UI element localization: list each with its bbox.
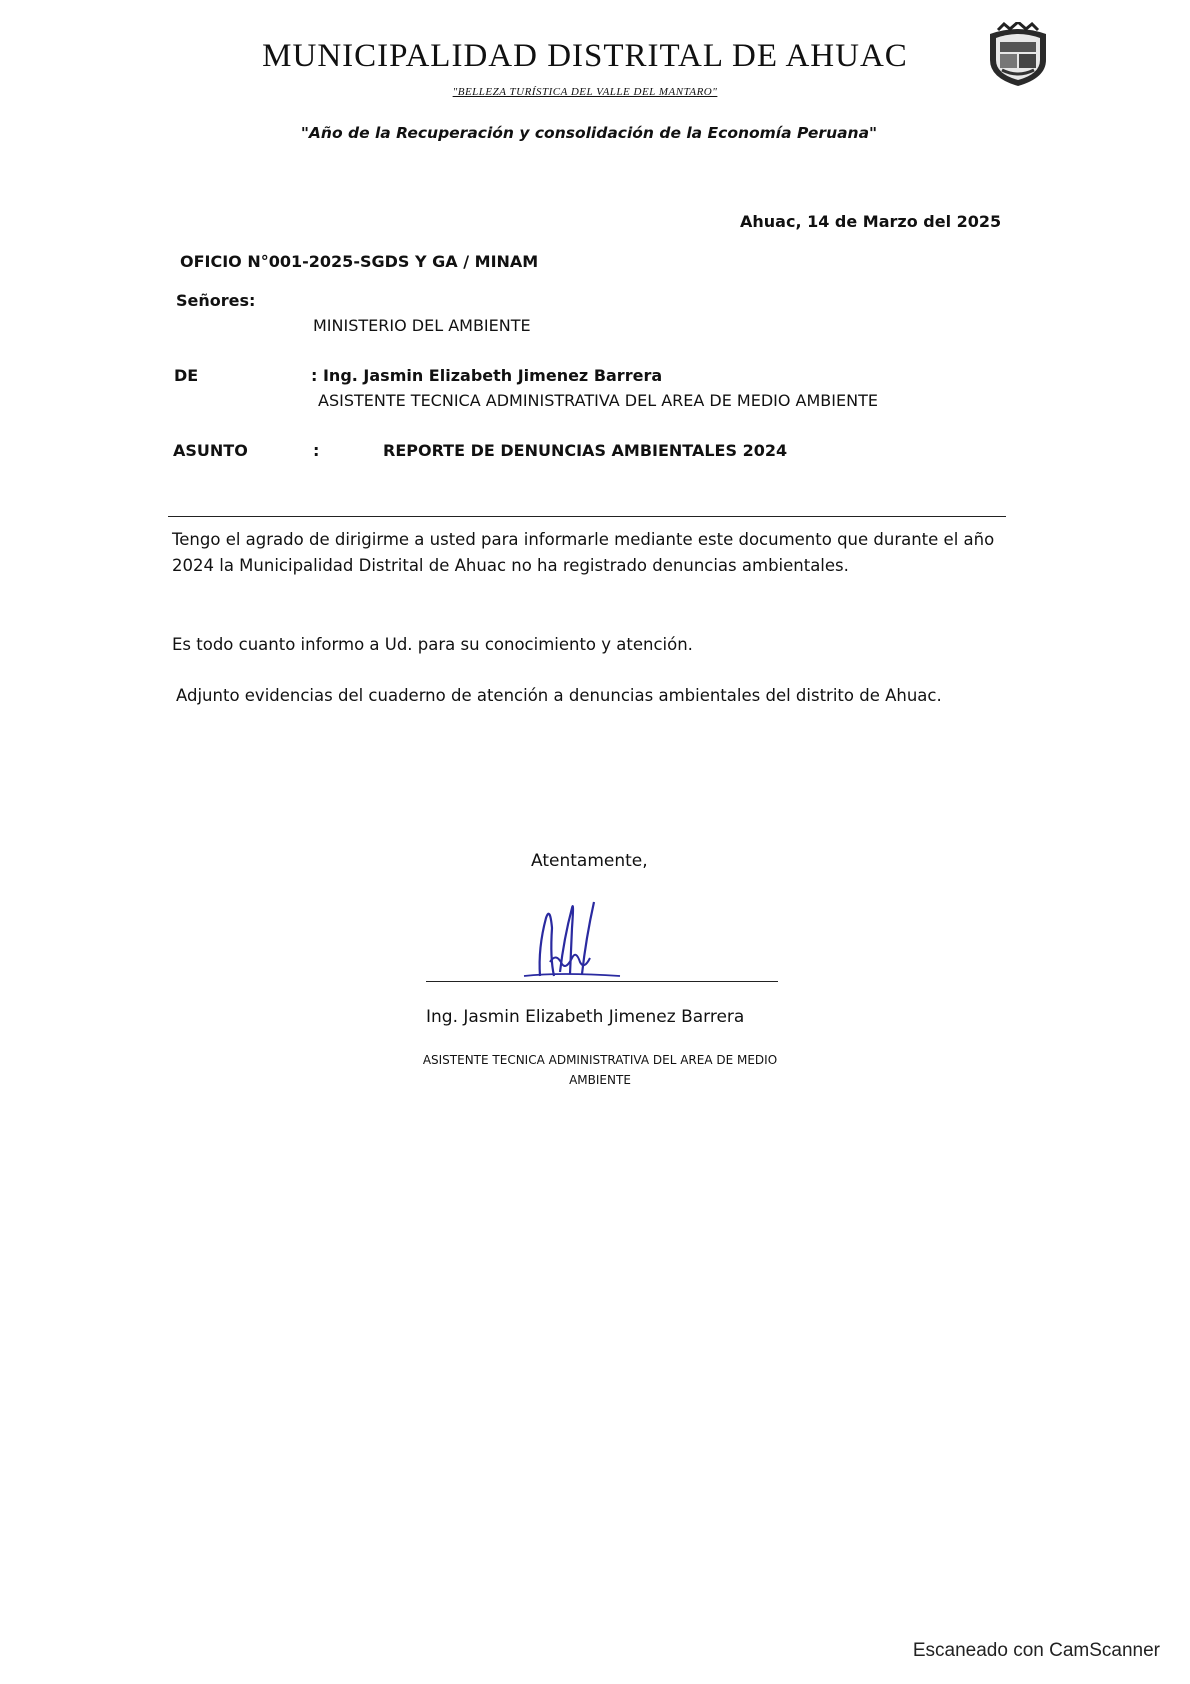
- asunto-text: REPORTE DE DENUNCIAS AMBIENTALES 2024: [383, 441, 788, 460]
- year-motto: "Año de la Recuperación y consolidación de la Economía Peruana": [300, 124, 878, 142]
- closing: Atentamente,: [531, 851, 648, 871]
- asunto-colon: :: [313, 441, 320, 460]
- handwritten-signature: [520, 888, 630, 988]
- divider: [168, 516, 1006, 517]
- asunto-label: ASUNTO: [173, 441, 248, 460]
- sender-role: ASISTENTE TECNICA ADMINISTRATIVA DEL AREA DE MEDIO AMBIENTE: [318, 391, 878, 410]
- body-paragraph-2: Es todo cuanto informo a Ud. para su conocimiento y atención.: [172, 635, 693, 654]
- signer-name: Ing. Jasmin Elizabeth Jimenez Barrera: [426, 1007, 745, 1027]
- de-label: DE: [174, 366, 199, 385]
- body-paragraph-1: Tengo el agrado de dirigirme a usted para informarle mediante este documento que durante el año 2024 la Municipalidad Distrital de Ahuac no ha registrado denuncias ambientales.: [172, 530, 995, 575]
- senores-label: Señores:: [176, 291, 256, 310]
- municipal-crest-icon: [980, 22, 1056, 88]
- signature-line: [426, 981, 778, 982]
- recipient: MINISTERIO DEL AMBIENTE: [313, 316, 531, 335]
- municipality-title: MUNICIPALIDAD DISTRITAL DE AHUAC: [262, 38, 908, 74]
- sender-name: : Ing. Jasmin Elizabeth Jimenez Barrera: [311, 366, 663, 385]
- signer-title: ASISTENTE TECNICA ADMINISTRATIVA DEL AREA DE MEDIO AMBIENTE: [422, 1053, 778, 1087]
- oficio-number: OFICIO N°001-2025-SGDS Y GA / MINAM: [180, 252, 539, 271]
- scanner-watermark: Escaneado con CamScanner: [912, 1640, 1160, 1661]
- letter-date: Ahuac, 14 de Marzo del 2025: [740, 212, 1002, 231]
- municipality-motto: "BELLEZA TURÍSTICA DEL VALLE DEL MANTARO": [452, 86, 718, 98]
- body-paragraph-3: Adjunto evidencias del cuaderno de atención a denuncias ambientales del distrito de Ahuac.: [176, 686, 942, 705]
